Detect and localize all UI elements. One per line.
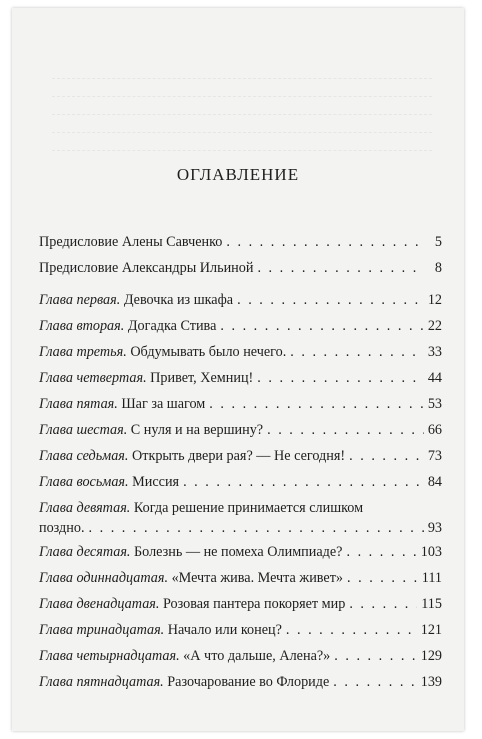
- chapter-label: Глава одиннадцатая.: [39, 570, 169, 586]
- show-through-line: [52, 150, 432, 151]
- dot-leader: [220, 317, 423, 335]
- entry-text: Болезнь — не помеха Олимпиаде?: [134, 544, 343, 560]
- chapter-label: Глава четвертая.: [39, 370, 147, 386]
- dot-leader: [290, 343, 424, 361]
- dot-leader: [346, 543, 416, 561]
- entry-text: «Мечта жива. Мечта живет»: [171, 570, 344, 586]
- toc-entry[interactable]: [39, 569, 442, 595]
- show-through-line: [52, 114, 432, 115]
- chapter-label: Глава пятнадцатая.: [39, 674, 164, 690]
- entry-text-continued: поздно.: [39, 520, 85, 536]
- toc-entry[interactable]: [39, 447, 442, 473]
- page-number: 22: [427, 318, 442, 334]
- entry-text: Догадка Стива: [127, 318, 217, 334]
- page-number: 5: [434, 234, 442, 250]
- dot-leader: [257, 369, 424, 387]
- entry-text: Открыть двери рая? — Не сегодня!: [132, 448, 346, 464]
- toc-entry[interactable]: [39, 499, 442, 543]
- page-title: ОГЛАВЛЕНИЕ: [176, 165, 300, 184]
- toc-list: [39, 233, 442, 699]
- toc-entry[interactable]: [39, 259, 442, 285]
- entry-text: Шаг за шагом: [121, 396, 206, 412]
- dot-leader: [349, 595, 417, 613]
- entry-text: Предисловие Александры Ильиной: [39, 260, 254, 276]
- toc-entry[interactable]: [39, 395, 442, 421]
- dot-leader: [257, 259, 424, 277]
- entry-text: С нуля и на вершину?: [130, 422, 264, 438]
- page-number: 12: [427, 292, 442, 308]
- page-number: 115: [421, 596, 442, 612]
- toc-entry[interactable]: [39, 317, 442, 343]
- toc-entry[interactable]: [39, 673, 442, 699]
- show-through-line: [52, 132, 432, 133]
- page-number: 44: [427, 370, 442, 386]
- page-number: 139: [420, 674, 442, 690]
- toc-entry[interactable]: [39, 543, 442, 569]
- toc-entry[interactable]: [39, 291, 442, 317]
- page-number: 111: [421, 570, 442, 586]
- entry-text: Когда решение принимается слишком: [133, 500, 364, 516]
- dot-leader: [267, 421, 424, 439]
- page-number: 8: [434, 260, 442, 276]
- book-page: [12, 8, 464, 731]
- entry-second-line: [39, 519, 442, 537]
- chapter-label: Глава седьмая.: [39, 448, 129, 464]
- page-number: 129: [420, 648, 442, 664]
- entry-text: Привет, Хемниц!: [150, 370, 254, 386]
- dot-leader: [226, 233, 424, 251]
- dot-leader: [286, 621, 417, 639]
- dot-leader: [237, 291, 424, 309]
- show-through-line: [52, 78, 432, 79]
- entry-text: Миссия: [132, 474, 180, 490]
- chapter-label: Глава десятая.: [39, 544, 131, 560]
- chapter-label: Глава четырнадцатая.: [39, 648, 180, 664]
- show-through-line: [52, 96, 432, 97]
- entry-text: Обдумывать было нечего.: [130, 344, 287, 360]
- chapter-label: Глава восьмая.: [39, 474, 129, 490]
- entry-text: Начало или конец?: [167, 622, 282, 638]
- page-number: 33: [427, 344, 442, 360]
- dot-leader: [349, 447, 424, 465]
- entry-first-line: [39, 499, 442, 519]
- chapter-label: Глава тринадцатая.: [39, 622, 165, 638]
- page-number: 121: [420, 622, 442, 638]
- page-number: 53: [427, 396, 442, 412]
- toc-entry[interactable]: [39, 369, 442, 395]
- toc-entry[interactable]: [39, 621, 442, 647]
- toc-entry[interactable]: [39, 233, 442, 259]
- entry-text: Предисловие Алены Савченко: [39, 234, 223, 250]
- chapter-label: Глава девятая.: [39, 500, 131, 516]
- toc-entry[interactable]: [39, 647, 442, 673]
- toc-entry[interactable]: [39, 421, 442, 447]
- chapter-label: Глава вторая.: [39, 318, 125, 334]
- entry-text: Розовая пантера покоряет мир: [162, 596, 346, 612]
- entry-text: Разочарование во Флориде: [167, 674, 330, 690]
- page-number: 73: [427, 448, 442, 464]
- toc-entry[interactable]: [39, 595, 442, 621]
- entry-text: «А что дальше, Алена?»: [183, 648, 331, 664]
- chapter-label: Глава первая.: [39, 292, 121, 308]
- dot-leader: [89, 519, 424, 537]
- dot-leader: [347, 569, 418, 587]
- chapter-label: Глава третья.: [39, 344, 127, 360]
- dot-leader: [183, 473, 424, 491]
- page-number: 84: [427, 474, 442, 490]
- dot-leader: [333, 673, 416, 691]
- chapter-label: Глава шестая.: [39, 422, 128, 438]
- page-number: 66: [427, 422, 442, 438]
- dot-leader: [334, 647, 416, 665]
- chapter-label: Глава двенадцатая.: [39, 596, 160, 612]
- toc-entry[interactable]: [39, 473, 442, 499]
- dot-leader: [209, 395, 424, 413]
- page-number: 93: [427, 520, 442, 536]
- chapter-label: Глава пятая.: [39, 396, 118, 412]
- entry-text: Девочка из шкафа: [123, 292, 234, 308]
- toc-entry[interactable]: [39, 343, 442, 369]
- page-number: 103: [420, 544, 442, 560]
